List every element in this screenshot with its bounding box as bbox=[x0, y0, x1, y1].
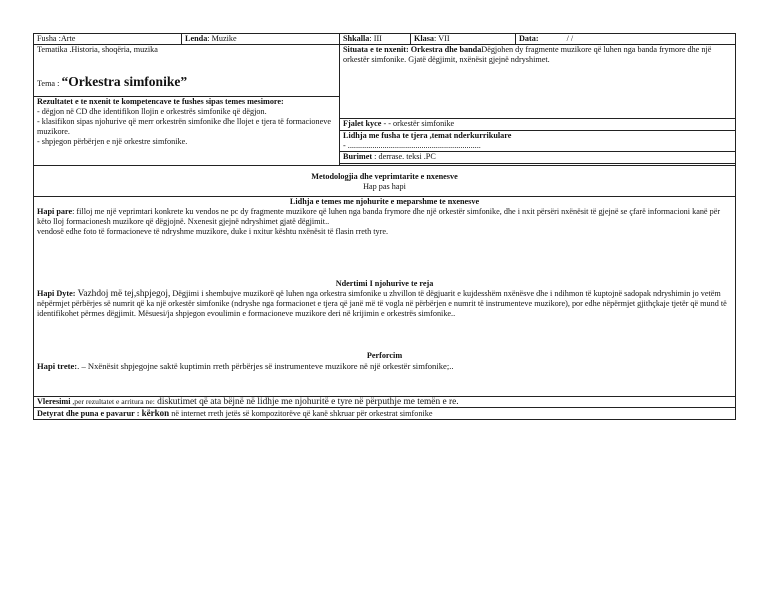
hapat-row bbox=[34, 197, 736, 397]
data-label: Data: bbox=[519, 34, 539, 43]
lenda-label: Lenda bbox=[185, 34, 208, 43]
vleresimi-row bbox=[34, 397, 736, 408]
metodologjia-subtitle: Hap pas hapi bbox=[363, 182, 406, 191]
burimet-value: : derrase. teksi .PC bbox=[372, 152, 436, 161]
shkalla-label: Shkalla bbox=[343, 34, 370, 43]
hapi-pare-paragraph bbox=[37, 207, 732, 227]
klasa-cell bbox=[411, 34, 516, 45]
burimet-label: Burimet bbox=[343, 152, 373, 161]
situata-title: : Orkestra dhe banda bbox=[406, 45, 482, 54]
hapi-dyte-lead: Vazhdoj më tej,shpjegoj, bbox=[75, 289, 171, 299]
tema-line: Tema : “Orkestra simfonike” bbox=[37, 74, 188, 89]
metodologjia-row bbox=[34, 166, 736, 197]
vleresimi-text: diskutimet që ata bëjnë në lidhje me njohuritë e tyre në përputhje me temën e re. bbox=[154, 397, 459, 407]
fjalet-kyce-cell bbox=[340, 118, 735, 130]
hapi-trete-label: Hapi trete: bbox=[37, 361, 78, 371]
data-cell bbox=[516, 34, 736, 45]
detyrat-cell bbox=[34, 408, 736, 420]
hapi-pare-label: Hapi pare bbox=[37, 207, 73, 216]
detyrat-kerko: kërkon bbox=[139, 408, 170, 418]
lidhja-temes-title: Lidhja e temes me njohurite e meparshme te nxenesve bbox=[289, 197, 480, 206]
rezultatet-item-1: - dëgjon në CD dhe identifikon llojin e orkestrës simfonike që dëgjon. bbox=[37, 107, 267, 116]
fjalet-kyce-label: Fjalet kyce bbox=[343, 119, 382, 128]
tema-title: “Orkestra simfonike” bbox=[61, 74, 188, 89]
shkalla-value: : III bbox=[369, 34, 382, 43]
fusha-cell bbox=[34, 34, 182, 45]
vleresimi-cell bbox=[34, 397, 736, 408]
detyrat-label: Detyrat dhe puna e pavarur : bbox=[37, 409, 140, 418]
rezultatet-cell bbox=[34, 97, 340, 166]
lenda-cell bbox=[182, 34, 340, 45]
lidhja-cell bbox=[340, 130, 735, 151]
klasa-label: Klasa bbox=[414, 34, 435, 43]
hapi-pare-text: : filloj me një veprimtari konkrete ku vendos ne pc dy fragmente muzikore që luhen nga banda frymore dhe një orkestër simfonike, dhe i nxit përsëri nxënësit të gjejnë se çfarë informacioni kanë për këto lloj formacionesh muzikore që dëgjojnë. Nxenesit gjejnë ndryshimet gjatë dëgjimit.. bbox=[37, 207, 721, 226]
hapi-dyte-label: Hapi Dyte: bbox=[37, 289, 76, 298]
data-value: / / bbox=[566, 34, 574, 43]
metodologjia-title: Metodologjia dhe veprimtarite e nxenesve bbox=[311, 172, 458, 181]
hapi-trete-text: . – Nxënësit shpjegojne saktë kuptimin rreth përbërjes së instrumenteve muzikore në një orkestër simfonike;.. bbox=[77, 361, 454, 371]
fjalet-kyce-value: - - orkestër simfonike bbox=[381, 119, 455, 128]
lesson-plan-table bbox=[33, 33, 736, 420]
hapat-cell bbox=[34, 197, 736, 397]
klasa-value: : VII bbox=[434, 34, 450, 43]
metodologjia-cell bbox=[34, 166, 736, 197]
tema-label: Tema bbox=[37, 79, 56, 88]
hapi-dyte-text: Dëgjimi i shembujve muzikorë që luhen nga orkestra simfonike u zhvillon të dëgjuarit e kujdesshëm nxënësve dhe i ndihmon të kuptojnë sadopak ndryshimin jo vetëm nëpërmjet përbërjes së numrit që ka një orkestër simfonike (ndryshe nga formacionet e tjera që janë më të vogla në përbërjen e numrit të instrumenteve muzikore), por edhe nëpërmjet gjithçkaje tjetër që mund të identifikohet përmes dëgjimit. Mësuesi/ja shpjegon evoulimin e formacioneve muzikore deri në krijimin e orkestrës simfonike.. bbox=[37, 289, 727, 318]
detyrat-text: në internet rreth jetës së kompozitorëve që kanë shkruar për orkestrat simfonike bbox=[169, 409, 433, 418]
situata-cell bbox=[340, 45, 735, 118]
detyrat-row bbox=[34, 408, 736, 420]
vleresimi-small: ,per rezultatet e arritura ne: bbox=[70, 397, 155, 406]
rezultatet-item-3: - shpjegon përbërjen e një orkestre simfonike. bbox=[37, 137, 188, 146]
rezultatet-item-2: - klasifikon sipas njohurive që merr orkestrën simfonike dhe llojet e tjera të formacioneve muzikore. bbox=[37, 117, 331, 136]
situata-label: Situata e te nxenit bbox=[343, 45, 406, 54]
lidhja-value: - ................................................................. bbox=[343, 141, 481, 150]
lenda-value: : Muzike bbox=[207, 34, 237, 43]
lidhja-label: Lidhja me fusha te tjera ,temat nderkurrikulare bbox=[343, 131, 512, 140]
vleresimi-label: Vleresimi bbox=[37, 397, 71, 406]
tematika-text: Tematika .Historia, shoqëria, muzika bbox=[37, 45, 158, 54]
tematika-cell bbox=[34, 45, 340, 97]
hapi-trete-paragraph bbox=[37, 361, 732, 371]
lesson-plan-sheet bbox=[33, 33, 735, 420]
hapi-pare-text-2: vendosë edhe foto të formacioneve të ndryshme muzikore, duke i nxitur kështu nxënësit të flasin rreth tyre. bbox=[37, 227, 389, 236]
situata-block bbox=[340, 45, 736, 166]
shkalla-cell bbox=[340, 34, 411, 45]
situata-text: Dëgjohen dy fragmente muzikore që luhen nga banda frymore dhe një orkestër simfonike. Gjatë dëgjimit, nxënësit gjejnë ndryshimet. bbox=[343, 45, 712, 64]
perforcim-title: Perforcim bbox=[366, 351, 403, 360]
tema-row bbox=[34, 45, 736, 97]
ndertimi-title: Ndertimi I njohurive te reja bbox=[335, 279, 434, 288]
burimet-cell bbox=[340, 151, 735, 164]
fusha-text: Fusha :Arte bbox=[37, 34, 76, 43]
header-row bbox=[34, 34, 736, 45]
hapi-dyte-paragraph bbox=[37, 289, 732, 319]
rezultatet-title: Rezultatet e te nxenit te kompetencave te fushes sipas temes mesimore: bbox=[37, 97, 284, 106]
